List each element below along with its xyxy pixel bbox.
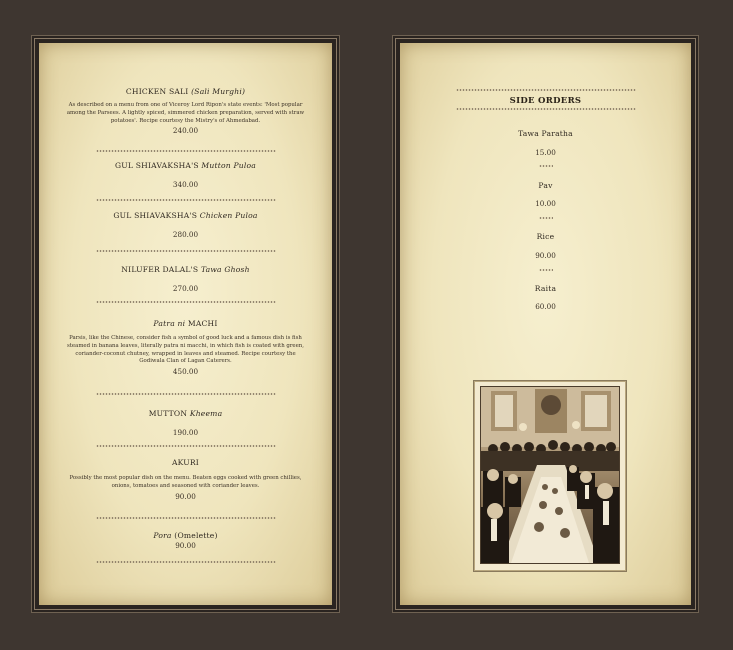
side-item-price: 10.00 bbox=[535, 199, 556, 208]
menu-item-pora bbox=[39, 531, 332, 550]
item-price: 340.00 bbox=[172, 180, 199, 189]
menu-item-tawa-ghosh bbox=[39, 265, 332, 293]
item-description: Possibly the most popular dish on the menu. Beaten eggs cooked with green chillies, onions, tomatoes and seasoned with coriander leaves. bbox=[69, 475, 302, 489]
item-title: Patra ni MACHI bbox=[153, 319, 218, 328]
item-price: 280.00 bbox=[172, 230, 199, 239]
item-price: 240.00 bbox=[172, 126, 199, 136]
divider bbox=[539, 217, 553, 219]
menu-item-chicken-sali bbox=[39, 87, 332, 135]
menu-item-patra-ni-machi bbox=[39, 319, 332, 376]
divider bbox=[96, 445, 276, 447]
item-title: GUL SHIAVAKSHA'S Mutton Puloa bbox=[115, 161, 256, 170]
vintage-photo-frame bbox=[474, 381, 626, 571]
item-title: AKURI bbox=[171, 458, 199, 467]
item-title: GUL SHIAVAKSHA'S Chicken Puloa bbox=[113, 211, 258, 220]
menu-item-mutton-puloa bbox=[39, 161, 332, 189]
banquet-illustration bbox=[481, 387, 619, 563]
side-item-name: Pav bbox=[538, 181, 553, 190]
divider bbox=[96, 199, 276, 201]
divider bbox=[456, 89, 636, 91]
side-item-name: Rice bbox=[536, 232, 555, 241]
divider bbox=[456, 108, 636, 110]
paper-right bbox=[400, 43, 691, 605]
side-item-name: Tawa Paratha bbox=[518, 129, 573, 138]
section-title: SIDE ORDERS bbox=[509, 96, 582, 106]
divider bbox=[96, 517, 276, 519]
item-description: As described on a menu from one of Viceroy Lord Ripon's state events: 'Most popular among the Parsees. A lightly spiced, simmered chicken preparation, served with straw potatoes'. Recipe courtesy the Mistry's of Ahmedabad. bbox=[66, 102, 305, 124]
side-item-price: 90.00 bbox=[535, 251, 556, 260]
divider bbox=[96, 393, 276, 395]
item-title: CHICKEN SALI (Sali Murghi) bbox=[125, 87, 246, 96]
item-price: 270.00 bbox=[172, 284, 199, 293]
menu-page-right bbox=[395, 38, 696, 610]
item-title: NILUFER DALAL'S Tawa Ghosh bbox=[121, 265, 250, 274]
side-item-name: Raita bbox=[534, 284, 557, 293]
item-title: Pora (Omelette) bbox=[153, 531, 218, 540]
item-price: 90.00 bbox=[175, 541, 196, 550]
item-description: Parsis, like the Chinese, consider fish a symbol of good luck and a famous dish is fish steamed in banana leaves, literally patra ni macchi, in which fish is coated with green, coriander-coconut chutney, wrapped in leaves and steamed. Recipe courtesy the Godiwala Clan of Lagan Caterers. bbox=[66, 335, 304, 365]
divider bbox=[96, 561, 276, 563]
item-price: 450.00 bbox=[172, 367, 199, 377]
paper-left bbox=[39, 43, 332, 605]
side-item-price: 60.00 bbox=[535, 302, 556, 311]
menu-item-akuri bbox=[39, 458, 332, 501]
divider bbox=[96, 150, 276, 152]
divider bbox=[539, 165, 553, 167]
menu-item-chicken-puloa bbox=[39, 211, 332, 239]
item-price: 190.00 bbox=[172, 428, 199, 437]
divider bbox=[539, 269, 553, 271]
vintage-banquet-photo bbox=[480, 386, 620, 564]
menu-item-mutton-kheema bbox=[39, 409, 332, 437]
divider bbox=[96, 250, 276, 252]
divider bbox=[96, 301, 276, 303]
item-price: 90.00 bbox=[175, 491, 196, 501]
item-title: MUTTON Kheema bbox=[148, 409, 223, 418]
side-item-price: 15.00 bbox=[535, 148, 556, 157]
menu-page-left bbox=[34, 38, 337, 610]
